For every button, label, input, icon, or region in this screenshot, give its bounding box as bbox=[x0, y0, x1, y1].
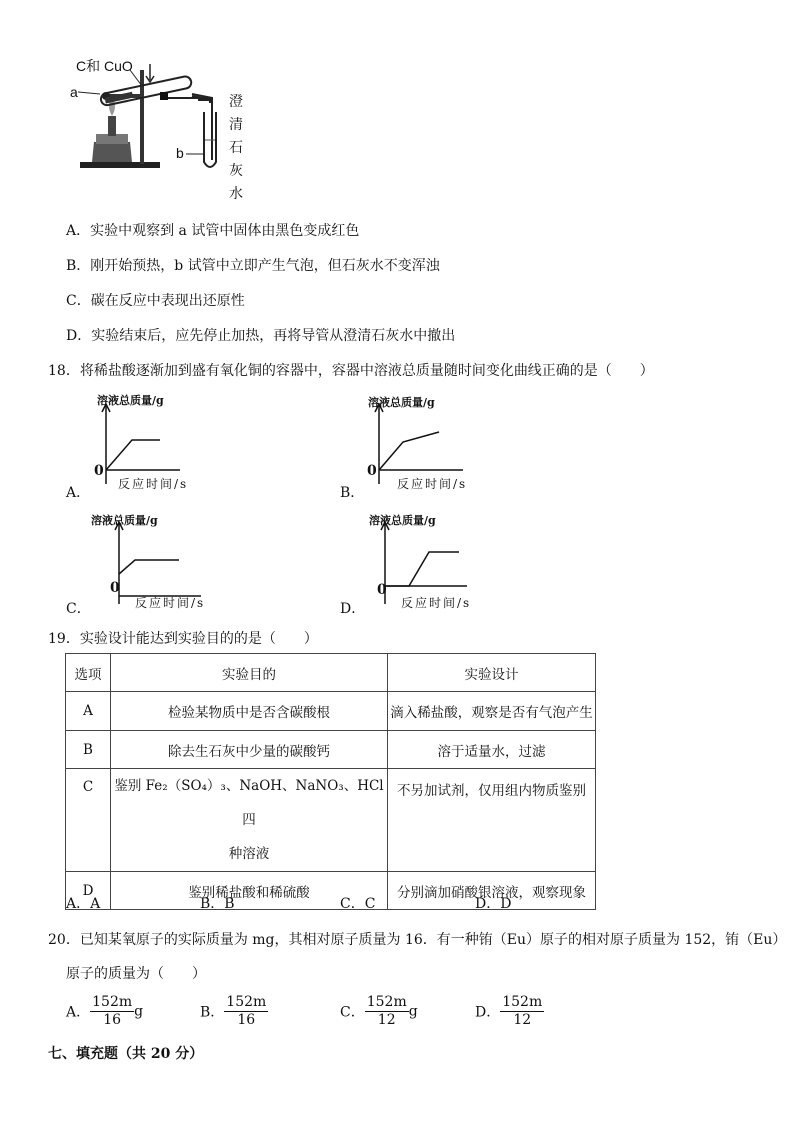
q20-option-d[interactable]: D． $\frac{152m}{12}$ bbox=[475, 994, 543, 1028]
curve-d bbox=[385, 552, 459, 586]
q19-answer-a[interactable]: A．A bbox=[66, 896, 101, 912]
row-option: D bbox=[66, 872, 111, 910]
q18-stem: 18．将稀盐酸逐渐加到盛有氧化铜的容器中，容器中溶液总质量随时间变化曲线正确的是（ ） bbox=[48, 363, 654, 379]
header-design: 实验设计 bbox=[388, 654, 596, 692]
q18-graph-d-origin: 0 bbox=[377, 582, 387, 598]
q18-graph-b-xlabel: 反应时间/s bbox=[397, 477, 468, 491]
apparatus-label-limewater: 澄 清 石 灰 水 bbox=[229, 94, 243, 202]
table-row bbox=[66, 872, 596, 910]
row-option: A bbox=[66, 692, 111, 731]
curve-c bbox=[119, 560, 179, 574]
q18-graph-a-xlabel: 反应时间/s bbox=[118, 477, 189, 491]
q18-graph-b-ylabel: 溶液总质量/g bbox=[368, 396, 435, 409]
table-row bbox=[66, 692, 596, 731]
q19-answer-b[interactable]: B．B bbox=[200, 896, 235, 912]
apparatus-label-b: b bbox=[176, 145, 184, 161]
apparatus-label-reactant: C和 CuO bbox=[76, 58, 133, 74]
row-purpose: 鉴别稀盐酸和稀硫酸 bbox=[111, 872, 388, 910]
header-option: 选项 bbox=[66, 654, 111, 692]
row-purpose: 检验某物质中是否含碳酸根 bbox=[111, 692, 388, 731]
row-purpose-line2: 种溶液 bbox=[228, 846, 270, 862]
q18-graph-d-xlabel: 反应时间/s bbox=[401, 596, 472, 610]
fraction: $\frac{152m}{12}$ bbox=[502, 994, 543, 1028]
header-purpose: 实验目的 bbox=[111, 654, 388, 692]
row-purpose bbox=[111, 769, 388, 872]
row-design: 分别滴加硝酸银溶液，观察现象 bbox=[388, 872, 596, 910]
q17-option-b[interactable]: B．刚开始预热，b 试管中立即产生气泡，但石灰水不变浑浊 bbox=[66, 258, 440, 274]
q17-option-d[interactable]: D．实验结束后，应先停止加热，再将导管从澄清石灰水中撤出 bbox=[66, 328, 456, 344]
q18-letter-a[interactable]: A． bbox=[66, 485, 91, 501]
curve-b bbox=[379, 432, 439, 470]
row-design: 不另加试剂，仅用组内物质鉴别 bbox=[388, 769, 596, 872]
section-heading: 七、填充题（共 20 分） bbox=[48, 1046, 204, 1062]
q19-answer-c[interactable]: C．C bbox=[340, 896, 376, 912]
fraction: $\frac{152m}{16}$ bbox=[226, 994, 267, 1028]
q18-graph-b-origin: 0 bbox=[367, 463, 377, 479]
q20-stem-line2: 原子的质量为（ ） bbox=[66, 966, 206, 982]
row-design: 溶于适量水，过滤 bbox=[388, 731, 596, 769]
q19-answer-d[interactable]: D．D bbox=[475, 896, 512, 912]
q20-stem-line1: 20．已知某氧原子的实际质量为 mg，其相对原子质量为 16．有一种铕（Eu）原子的相对原子质量为 152，铕（Eu） bbox=[48, 932, 787, 948]
fraction: $\frac{152m}{16}$ bbox=[92, 994, 133, 1028]
row-purpose-line1: 鉴别 Fe₂（SO₄）₃、NaOH、NaNO₃、HCl 四 bbox=[114, 778, 384, 828]
q17-option-a[interactable]: A．实验中观察到 a 试管中固体由黑色变成红色 bbox=[66, 223, 360, 239]
q20-option-b[interactable]: B． $\frac{152m}{16}$ bbox=[200, 994, 267, 1028]
q18-letter-d[interactable]: D． bbox=[340, 601, 366, 617]
curve-a bbox=[106, 440, 160, 470]
q19-table bbox=[65, 653, 596, 910]
q18-graph-a-origin: 0 bbox=[94, 463, 104, 479]
table-row bbox=[66, 731, 596, 769]
row-design: 滴入稀盐酸，观察是否有气泡产生 bbox=[388, 692, 596, 731]
apparatus-label-a: a bbox=[70, 84, 78, 100]
q18-letter-b[interactable]: B． bbox=[340, 485, 365, 501]
row-option: C bbox=[66, 769, 111, 872]
q18-graph-a-ylabel: 溶液总质量/g bbox=[97, 394, 164, 407]
q18-graph-c-origin: 0 bbox=[110, 580, 120, 596]
row-option: B bbox=[66, 731, 111, 769]
q19-stem: 19．实验设计能达到实验目的的是（ ） bbox=[48, 631, 318, 647]
q18-graph-c-xlabel: 反应时间/s bbox=[135, 596, 206, 610]
q20-option-a[interactable]: A． $\frac{152m}{16}$ g bbox=[66, 994, 144, 1028]
row-purpose: 除去生石灰中少量的碳酸钙 bbox=[111, 731, 388, 769]
q20-option-c[interactable]: C． $\frac{152m}{12}$ g bbox=[340, 994, 418, 1028]
q18-graph-c-ylabel: 溶液总质量/g bbox=[91, 514, 158, 527]
q17-option-c[interactable]: C．碳在反应中表现出还原性 bbox=[66, 293, 245, 309]
q18-letter-c[interactable]: C． bbox=[66, 601, 91, 617]
table-row bbox=[66, 769, 596, 872]
q18-graph-d-ylabel: 溶液总质量/g bbox=[369, 514, 436, 527]
fraction: $\frac{152m}{12}$ bbox=[366, 994, 407, 1028]
table-header-row bbox=[66, 654, 596, 692]
